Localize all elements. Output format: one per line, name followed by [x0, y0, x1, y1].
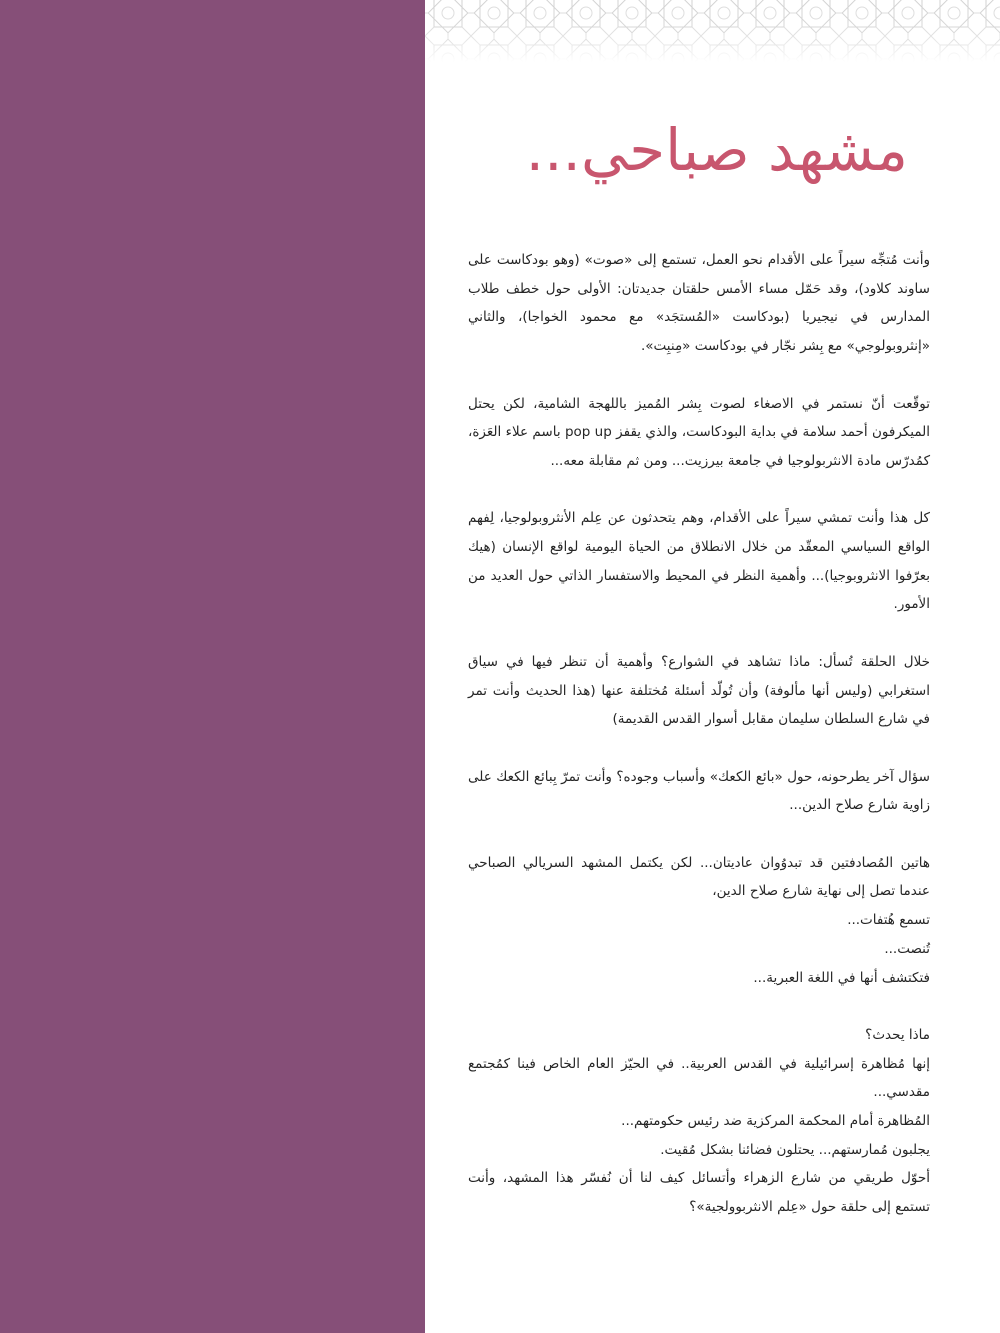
purple-sidebar-panel — [0, 0, 425, 1333]
paragraph-7-line-2: إنها مُظاهرة إسرائيلية في القدس العربية.. في الحيّز العام الخاص فينا كمُجتمع مقدسي... — [468, 1055, 930, 1101]
article-column — [468, 0, 930, 1333]
article-body — [468, 246, 930, 1251]
page-title: مشهد صباحي... — [525, 116, 908, 184]
paragraph-5: سؤال آخر يطرحونه، حول «بائع الكعك» وأسباب وجوده؟ وأنت تمرّ بِبائع الكعك على زاوية شارع صلاح الدين... — [468, 768, 930, 814]
paragraph-7-line-3: المُظاهرة أمام المحكمة المركزية ضد رئيس حكومتهم... — [621, 1113, 930, 1129]
paragraph-7-line-1: ماذا يحدث؟ — [865, 1026, 930, 1043]
paragraph-6-line-1: هاتين المُصادفتين قد تبدوُوان عاديتان... لكن يكتمل المشهد السريالي الصباحي عندما تصل إلى نهاية شارع صلاح الدين، — [468, 854, 930, 900]
paragraph-6-line-2: تسمع هُتفات... — [847, 912, 930, 929]
paragraph-6-line-4: فتكتشف أنها في اللغة العبرية... — [753, 969, 930, 986]
paragraph-7 — [468, 1021, 930, 1222]
paragraph-7-line-5: أحوّل طريقي من شارع الزهراء وأتسائل كيف لنا أن نُفسّر هذا المشهد، وأنت تستمع إلى حلقة حول «عِلم الانثربوولجية»؟ — [468, 1170, 930, 1216]
paragraph-7-line-4: يجلبون مُمارستهم... يحتلون فضائنا بشكل مُقيت. — [660, 1141, 930, 1158]
paragraph-2: توقّعت أنّ نستمر في الاصغاء لصوت بِشر المُميز باللهجة الشامية، لكن يحتل الميكرفون أحمد سلامة في بداية البودكاست، والذي يقفز pop up باسم علاء العَزة، كمُدرّس مادة الانثربولوجيا في جامعة بيرزيت... ومن ثم مقابلة معه... — [468, 395, 930, 469]
paragraph-6-line-3: تُنصت... — [884, 940, 930, 957]
paragraph-6 — [468, 849, 930, 993]
paragraph-1: وأنت مُتجِّه سيراً على الأقدام نحو العمل، تستمع إلى «صوت» (وهو بودكاست على ساوند كلاود)، وقد حَمّل مساء الأمس حلقتان جديدتان: الأولى حول خطف طلاب المدارس في نيجيريا (بودكاست «المُستجَد» مع محمود الخواجا)، والثاني «إنثروبولوجي» مع بِشر نجّار في بودكاست «مِنبِت». — [468, 252, 930, 355]
paragraph-4: خلال الحلقة تُسأل: ماذا تشاهد في الشوارع؟ وأهمية أن تنظر فيها في سياق استغرابي (وليس أنها مألوفة) وأن تُولّد أسئلة مُختلفة عنها (هذا الحديث وأنت تمر في شارع السلطان سليمان مقابل أسوار القدس القديمة) — [468, 653, 930, 728]
paragraph-3: كل هذا وأنت تمشي سيراً على الأقدام، وهم يتحدثون عن عِلم الأنثروبولوجيا، لِفهم الواقع السياسي المعقّد من خلال الانطلاق من الحياة اليومية لواقع الإنسان (هيك بعرّفوا الانثروبوجيا)... وأهمية النظر في المحيط والاستفسار الذاتي حول العديد من الأمور. — [468, 510, 930, 613]
